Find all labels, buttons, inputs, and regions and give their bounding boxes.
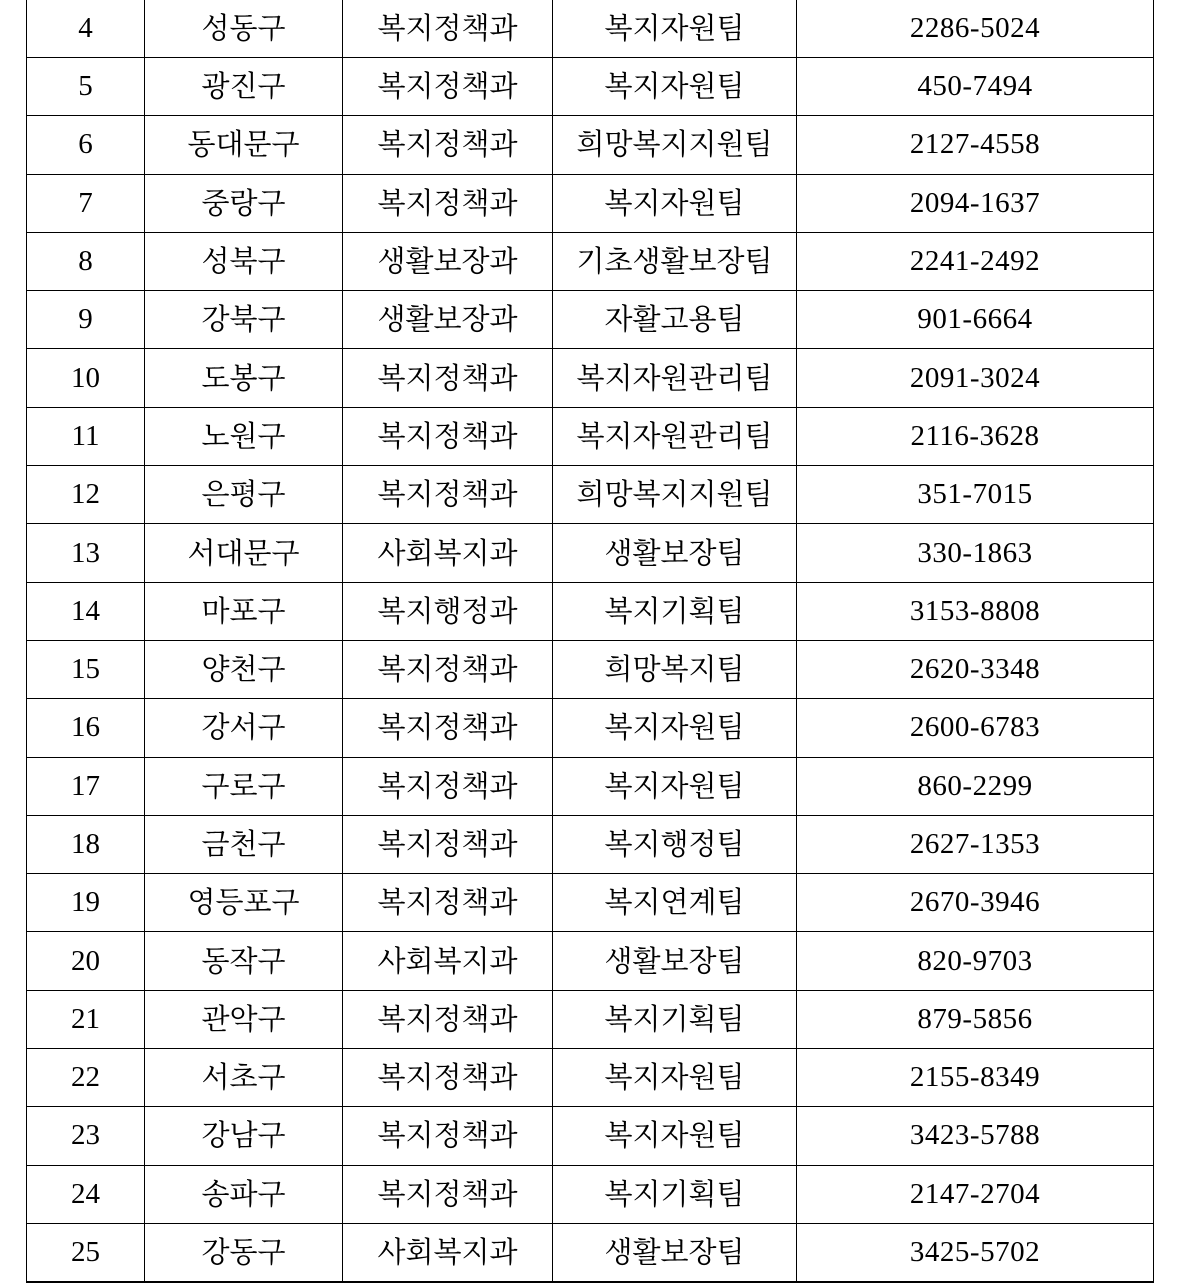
row-number: 15 (27, 640, 145, 698)
district-name: 노원구 (145, 407, 343, 465)
phone-number: 3423-5788 (797, 1107, 1154, 1165)
department-name: 사회복지과 (343, 932, 553, 990)
row-number: 23 (27, 1107, 145, 1165)
phone-number: 901-6664 (797, 291, 1154, 349)
team-name: 복지자원관리팀 (553, 407, 797, 465)
district-name: 마포구 (145, 582, 343, 640)
table-row (27, 524, 1154, 582)
table-row (27, 116, 1154, 174)
team-name: 복지자원팀 (553, 699, 797, 757)
phone-number: 2620-3348 (797, 640, 1154, 698)
phone-number: 2600-6783 (797, 699, 1154, 757)
district-name: 관악구 (145, 990, 343, 1048)
phone-number: 2627-1353 (797, 815, 1154, 873)
team-name: 복지자원팀 (553, 1107, 797, 1165)
table-row (27, 349, 1154, 407)
team-name: 생활보장팀 (553, 1223, 797, 1282)
table-row (27, 699, 1154, 757)
row-number: 17 (27, 757, 145, 815)
row-number: 19 (27, 874, 145, 932)
department-name: 사회복지과 (343, 524, 553, 582)
department-name: 복지정책과 (343, 0, 553, 58)
phone-number: 820-9703 (797, 932, 1154, 990)
phone-number: 2116-3628 (797, 407, 1154, 465)
district-name: 서대문구 (145, 524, 343, 582)
row-number: 7 (27, 174, 145, 232)
row-number: 18 (27, 815, 145, 873)
district-name: 구로구 (145, 757, 343, 815)
table-row (27, 0, 1154, 58)
row-number: 24 (27, 1165, 145, 1223)
team-name: 희망복지지원팀 (553, 466, 797, 524)
department-name: 생활보장과 (343, 232, 553, 290)
phone-number: 860-2299 (797, 757, 1154, 815)
department-name: 복지정책과 (343, 349, 553, 407)
row-number: 22 (27, 1049, 145, 1107)
team-name: 복지행정팀 (553, 815, 797, 873)
team-name: 생활보장팀 (553, 932, 797, 990)
phone-number: 2091-3024 (797, 349, 1154, 407)
district-name: 강동구 (145, 1223, 343, 1282)
team-name: 복지기획팀 (553, 582, 797, 640)
phone-number: 351-7015 (797, 466, 1154, 524)
row-number: 21 (27, 990, 145, 1048)
table-row (27, 466, 1154, 524)
department-name: 복지정책과 (343, 990, 553, 1048)
team-name: 자활고용팀 (553, 291, 797, 349)
contact-table-container (26, 0, 1153, 1283)
district-name: 성북구 (145, 232, 343, 290)
team-name: 희망복지지원팀 (553, 116, 797, 174)
department-name: 복지정책과 (343, 699, 553, 757)
department-name: 복지정책과 (343, 815, 553, 873)
district-name: 동작구 (145, 932, 343, 990)
team-name: 복지자원팀 (553, 58, 797, 116)
district-name: 중랑구 (145, 174, 343, 232)
table-row (27, 757, 1154, 815)
district-name: 서초구 (145, 1049, 343, 1107)
phone-number: 2241-2492 (797, 232, 1154, 290)
row-number: 9 (27, 291, 145, 349)
department-name: 생활보장과 (343, 291, 553, 349)
table-row (27, 174, 1154, 232)
phone-number: 879-5856 (797, 990, 1154, 1048)
department-name: 복지정책과 (343, 640, 553, 698)
row-number: 12 (27, 466, 145, 524)
district-name: 영등포구 (145, 874, 343, 932)
row-number: 25 (27, 1223, 145, 1282)
district-name: 성동구 (145, 0, 343, 58)
team-name: 기초생활보장팀 (553, 232, 797, 290)
table-row (27, 1049, 1154, 1107)
team-name: 희망복지팀 (553, 640, 797, 698)
district-name: 강서구 (145, 699, 343, 757)
row-number: 20 (27, 932, 145, 990)
department-name: 복지정책과 (343, 58, 553, 116)
team-name: 복지자원팀 (553, 757, 797, 815)
district-name: 강남구 (145, 1107, 343, 1165)
district-name: 도봉구 (145, 349, 343, 407)
department-name: 사회복지과 (343, 1223, 553, 1282)
department-name: 복지정책과 (343, 1107, 553, 1165)
team-name: 복지자원팀 (553, 0, 797, 58)
district-name: 양천구 (145, 640, 343, 698)
table-row (27, 58, 1154, 116)
district-name: 금천구 (145, 815, 343, 873)
table-row (27, 815, 1154, 873)
row-number: 5 (27, 58, 145, 116)
team-name: 복지연계팀 (553, 874, 797, 932)
department-name: 복지정책과 (343, 116, 553, 174)
table-row (27, 1223, 1154, 1282)
phone-number: 450-7494 (797, 58, 1154, 116)
table-row (27, 407, 1154, 465)
phone-number: 330-1863 (797, 524, 1154, 582)
district-contact-table (26, 0, 1154, 1283)
table-row (27, 1107, 1154, 1165)
team-name: 복지기획팀 (553, 990, 797, 1048)
district-name: 동대문구 (145, 116, 343, 174)
table-row (27, 874, 1154, 932)
team-name: 복지자원관리팀 (553, 349, 797, 407)
team-name: 복지자원팀 (553, 1049, 797, 1107)
row-number: 8 (27, 232, 145, 290)
team-name: 생활보장팀 (553, 524, 797, 582)
table-row (27, 232, 1154, 290)
row-number: 10 (27, 349, 145, 407)
table-row (27, 291, 1154, 349)
team-name: 복지기획팀 (553, 1165, 797, 1223)
row-number: 4 (27, 0, 145, 58)
row-number: 13 (27, 524, 145, 582)
district-name: 광진구 (145, 58, 343, 116)
department-name: 복지정책과 (343, 1049, 553, 1107)
phone-number: 2670-3946 (797, 874, 1154, 932)
row-number: 16 (27, 699, 145, 757)
department-name: 복지정책과 (343, 407, 553, 465)
phone-number: 2147-2704 (797, 1165, 1154, 1223)
phone-number: 2286-5024 (797, 0, 1154, 58)
team-name: 복지자원팀 (553, 174, 797, 232)
table-body (27, 0, 1154, 1282)
row-number: 6 (27, 116, 145, 174)
district-name: 은평구 (145, 466, 343, 524)
department-name: 복지정책과 (343, 874, 553, 932)
phone-number: 2155-8349 (797, 1049, 1154, 1107)
table-row (27, 990, 1154, 1048)
district-name: 강북구 (145, 291, 343, 349)
department-name: 복지정책과 (343, 757, 553, 815)
department-name: 복지정책과 (343, 466, 553, 524)
table-row (27, 1165, 1154, 1223)
department-name: 복지정책과 (343, 174, 553, 232)
phone-number: 3153-8808 (797, 582, 1154, 640)
table-row (27, 932, 1154, 990)
row-number: 11 (27, 407, 145, 465)
department-name: 복지정책과 (343, 1165, 553, 1223)
phone-number: 2094-1637 (797, 174, 1154, 232)
phone-number: 2127-4558 (797, 116, 1154, 174)
row-number: 14 (27, 582, 145, 640)
table-row (27, 640, 1154, 698)
district-name: 송파구 (145, 1165, 343, 1223)
department-name: 복지행정과 (343, 582, 553, 640)
phone-number: 3425-5702 (797, 1223, 1154, 1282)
table-row (27, 582, 1154, 640)
